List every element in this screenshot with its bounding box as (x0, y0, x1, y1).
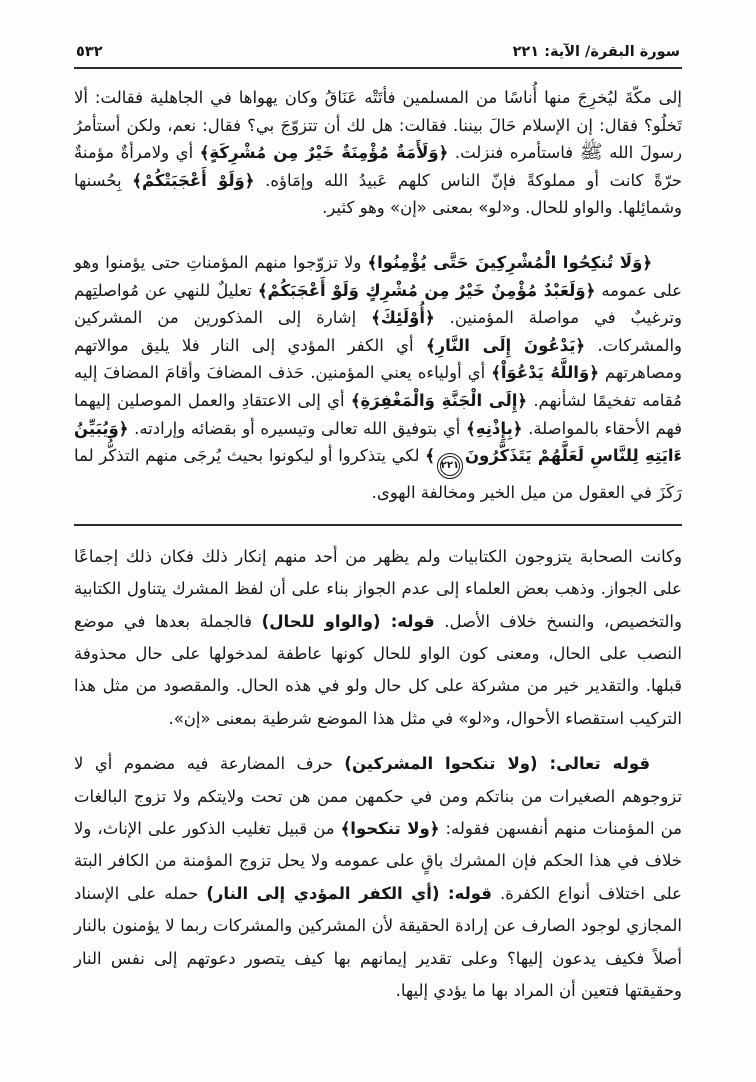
quran-quote: ﴿وَلَوْ أَعْجَبَتْكُمْ﴾ (132, 170, 255, 190)
lemma-label: قوله: (أي الكفر المؤدي إلى النار) (206, 883, 492, 903)
quran-quote: ﴿وَلَأَمَةٌ مُؤْمِنَةٌ خَيْرٌ مِن مُشْرِكَةٍ﴾ (199, 143, 449, 163)
lemma-label: قوله تعالى: (ولا تنكحوا المشركين) (344, 754, 650, 774)
lemma-label: قوله: (والواو للحال) (261, 611, 435, 631)
quran-quote: ﴿ولا تنكحوا﴾ (340, 818, 440, 838)
text-run: أي الكفر المؤدي إلى النار فلا يليق موالاتهم ومصاهرتهم (74, 335, 683, 383)
quran-quote: ﴾ (425, 446, 435, 466)
ayah-number-badge: ٢٢١ (437, 453, 463, 479)
quran-quote: ﴿وَيُبَيِّنُ ءَايَتِهِ لِلنَّاسِ لَعَلَّهُمْ يَتَذَكَّرُونَ (74, 418, 682, 466)
text-run: إشارة إلى المذكورين من المشركين والمشركات. (74, 308, 683, 355)
quran-quote: ﴿بِإِذْنِهِ﴾ (466, 418, 523, 438)
page-number: ٥٣٢ (76, 44, 103, 60)
prophet-honorific: ﷺ (579, 141, 603, 164)
quran-quote: ﴿وَاللَّهُ يَدْعُوَاْ﴾ (491, 363, 599, 383)
text-run: من قبيل تغليب الذكور على الإناث، ولا خلاف في هذا الحكم فإن المشرك باقٍ على عمومه ولا يحل تزوج المؤمنة من الكافر البتة على اختلاف أنواع الكفرة. (74, 818, 682, 903)
text-run: حمله على الإسناد المجازي لوجود الصارف عن إرادة الحقيقة لأن المشركين والمشركات ربما لا يؤمنون بالنار أصلاً فكيف يدعون إليها؟ وعلى تقدير إيمانهم بها كيف يتصور دعوتهم إلى نفس النار وحقيقتها فتعين أن المراد بها ما يؤدي إليها. (74, 883, 682, 1000)
text-run: فاستأمره فنزلت. (454, 143, 574, 163)
quran-quote: ﴿أُوْلَئِكَ﴾ (371, 308, 435, 328)
paragraph-commentary-2 (74, 748, 682, 1007)
text-run: وكانت الصحابة يتزوجون الكتابيات ولم يظهر من أحد منهم إنكار ذلك فكان ذلك إجماعًا على الجواز. وذهب بعض العلماء إلى عدم الجواز بناء على أن لفظ المشرك يتناول الكتابية والتخصيص، والنسخ خلاف الأصل. (74, 546, 682, 631)
paragraph-commentary-1 (74, 541, 682, 735)
quran-quote: ﴿يَدْعُونَ إِلَى النَّارِ﴾ (425, 335, 586, 355)
text-run: أي بتوفيق الله تعالى وتيسيره أو بقضائه وإرادته. (134, 418, 461, 438)
quran-quote: ﴿إِلَى الْجَنَّةِ وَالْمَغْفِرَةِ﴾ (350, 390, 528, 410)
page-header (74, 44, 682, 69)
text-run: تعليلٌ للنهي عن مُواصلتِهم وترغيبٌ في مواصلة المؤمنين. (74, 280, 682, 328)
text-run: بِحُسنها وشمائِلها. والواو للحال. و«لو» بمعنى «إن» وهو كثير. (74, 170, 682, 218)
text-run: إلى مكّةَ ليُخرِجَ منها أُناسًا من المسلمين فأتَتْه عَنَاقُ وكان يهواها في الجاهلية فقالت: ألا تَخلُو؟ فقال: إن الإسلام حَالَ بيننا. فقالت: هل لك أن تتزوّجَ بي؟ فقال: نعم، ولكن أستأمرُ رسولَ الله (74, 88, 682, 163)
header-surah-title: سورة البقرة/ الآية: ٢٢١ (512, 44, 680, 60)
text-run: أي إلى الاعتقادِ والعمل الموصلين إليهما فهم الأحقاء بالمواصلة. (74, 390, 683, 438)
text-run: لكي يتذكروا أو ليكونوا بحيث يُرجَى منهم التذكُّر لما رَكَزَ في العقول من ميل الخير ومخالفة الهوى. (74, 446, 682, 503)
text-run: أي ولامرأةٌ مؤمنةٌ حرّةً كانت أو مملوكةً فإنّ الناس كلهم عَبيدُ الله وإمَاؤه. (74, 143, 682, 190)
commentary-section (74, 541, 682, 1008)
text-run: ولا تزوّجوا منهم المؤمناتِ حتى يؤمنوا وهو على عمومه (74, 252, 683, 300)
quran-quote: ﴿وَلَعَبْدٌ مُؤْمِنٌ خَيْرٌ مِن مُشْرِكٍ وَلَوْ أَعْجَبَكُمْ﴾ (257, 280, 596, 300)
paragraph-verse-tafsir (74, 249, 682, 507)
tafsir-section (74, 84, 682, 507)
text-run: حرف المضارعة فيه مضموم أي لا تزوجوهم الصغيرات من بناتكم ومن في حكمهن ممن هن تحت ولايتكم ولا تزوج البالغات من المؤمنات منهم أنفسهن فقوله: (74, 754, 683, 838)
text-run: أي أولياءه يعني المؤمنين. حَذف المضافَ وأقامَ المضافَ إليه مُقامه تفخيمًا لشأنهم. (74, 363, 683, 410)
section-divider (74, 524, 682, 526)
paragraph-narration (74, 84, 682, 222)
quran-quote: ﴿وَلَا تُنكِحُوا الْمُشْرِكِينَ حَتَّى يُؤْمِنُوا﴾ (367, 252, 652, 272)
text-run: فالجملة بعدها في موضع النصب على الحال، ومعنى كون الواو للحال كونها عاطفة لمدخولها على حال محذوفة قبلها. والتقدير خير من مشركة على كل حال ولو في هذه الحال. والمقصود من مثل هذا التركيب استقصاء الأحوال، و«لو» في مثل هذا الموضع شرطية بمعنى «إن». (74, 611, 682, 728)
